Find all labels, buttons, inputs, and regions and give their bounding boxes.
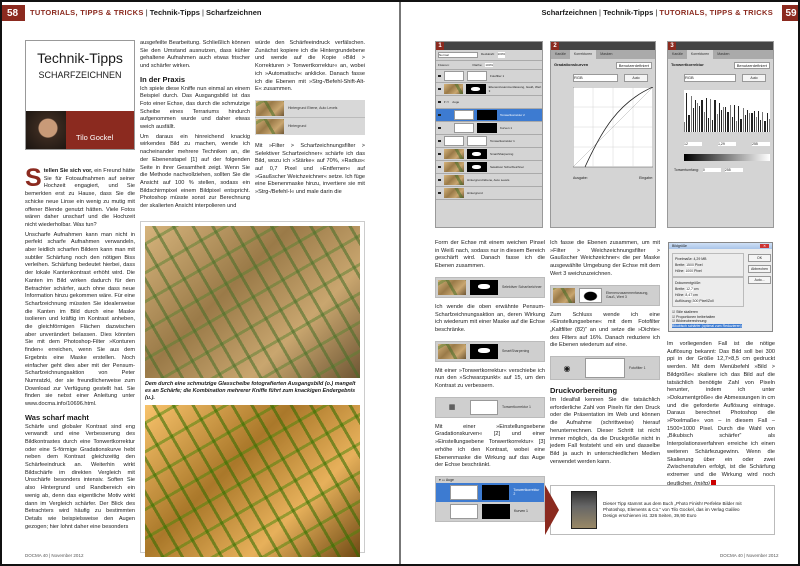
- header-section: TUTORIALS, TIPPS & TRICKS: [30, 8, 144, 17]
- paragraph: Im vorliegenden Fall ist die nötige Auflösung bekannt: Das Bild soll bei 300 ppi in der Größe 12,7×8,5 cm gedruckt werden. Mit dem Menübefehl »Bild > Bildgröße« skaliere ich das Bild auf die tatsächlich benötigte Zahl von Pixeln herunter, indem ich unter »Dokumentgröße« die Abmessungen in cm und die geforderte Auflösung eintrage. Daraus berechnet Photoshop die »Pixelmaße« von – in diesem Fall – 1500×1000 Pixel. Durch die Wahl von „Bikubisch schärfer“ als Interpolationsverfahren erreiche ich einen weiteren Schärfezugewinn. Wenn die Skalierung über ein oder zwei Zwischenstufen erfolgt, ist die Schärfung extremer und die Wirkung wird noch deutlicher.: [667, 341, 775, 487]
- document-size-label: Dokumentgröße:: [675, 281, 702, 285]
- header-subtopic: Scharfzeichnen: [541, 8, 597, 17]
- layer-thumbnail: [256, 101, 284, 116]
- layer-thumbnail: [256, 119, 284, 134]
- paragraph: Form der Echse mit einem weichen Pinsel in Weiß nach, sodass nur in diesem Bereich geschärft wird. Danach fasse ich die Ebenen zusammen.: [435, 240, 545, 270]
- layer-strip: [435, 277, 545, 298]
- lizard-photo-before: [145, 226, 360, 378]
- histogram-bar: [721, 110, 722, 132]
- paragraph: ein Freund hätte Sie für Fotoaufnahmen auf seiner Hochzeit engagiert, und Sie bemerkten erst zu Hause, dass Sie die schicke neue Linse ein wenig zu mutig mit offener Blende genutzt hätten. Viele Fotos wären daher unscharf und die Hochzeit nicht wiederholbar. Was tun?: [25, 168, 136, 228]
- preset-select[interactable]: Benutzerdefiniert: [616, 62, 652, 69]
- input-black-field[interactable]: 12: [684, 142, 702, 146]
- histogram-bar: [751, 113, 752, 132]
- histogram-bar: [734, 105, 735, 132]
- histogram-bar: [701, 100, 702, 132]
- fill-field[interactable]: 100%: [485, 63, 494, 67]
- output-gradient: [684, 154, 770, 161]
- right-column-2: [550, 240, 660, 466]
- paragraph: Um daraus ein hinreichend knackig wirkendes Bild zu machen, wende ich nacheinander mehrere Techniken an, die der Ebenenstapel [1] auf der folgenden Seite in ihrer Gesamtheit zeigt. Wenn Sie die Methode nachvollziehen, sollten Sie die Ansicht auf 100 % stellen, sodass ein Bildschirmpixel einem Bildpixel entspricht. Photoshop müsste sonst zur Berechnung der skalierten Ansicht interpolieren und: [140, 133, 250, 210]
- tab-channels[interactable]: Kanäle: [555, 52, 566, 56]
- histogram-bar: [745, 115, 746, 132]
- histogram-bar: [714, 100, 715, 132]
- layer-mask: [585, 358, 625, 378]
- layer-mask: [470, 344, 498, 359]
- arrow-marker-icon: [545, 485, 559, 535]
- layer-mask: [579, 288, 602, 303]
- layer-row[interactable]: [436, 187, 542, 200]
- auto-button[interactable]: Auto: [624, 74, 648, 82]
- layer-row[interactable]: [436, 161, 542, 174]
- visibility-eye-icon[interactable]: [438, 140, 441, 142]
- end-mark-icon: [711, 480, 716, 485]
- histogram-bar: [688, 115, 689, 132]
- layer-group: [435, 476, 545, 522]
- lizard-photo-after: [145, 405, 360, 557]
- paragraph: Im Idealfall kennen Sie die tatsächlich erforderliche Zahl von Pixeln für den Druck oder die Präsentation im Web und können die Aufnahme (schrittweise) hierauf herunterrechnen. Dieser Schritt ist nicht immer möglich, da die Druckgröße nicht in jedem Fall feststeht und ein und dasselbe Bild ja auch in unterschiedlichen Medien verwendet werden kann.: [550, 397, 660, 465]
- curves-panel: [550, 41, 656, 228]
- height-cm-field[interactable]: 8,47: [685, 293, 693, 297]
- histogram-bar: [704, 112, 705, 132]
- close-icon[interactable]: ✕: [760, 244, 769, 248]
- left-column-1: [25, 164, 136, 533]
- layer-strip: [435, 341, 545, 362]
- visibility-eye-icon[interactable]: [438, 179, 441, 181]
- tab-channels[interactable]: Kanäle: [672, 52, 683, 56]
- layer-name: SmartSharpening: [490, 152, 514, 156]
- channel-select[interactable]: RGB: [573, 74, 618, 82]
- histogram-bar: [762, 112, 763, 132]
- visibility-eye-icon[interactable]: [438, 101, 441, 103]
- subheading: In der Praxis: [140, 74, 186, 84]
- paragraph: Mit einer »Tonwertkorrektur« verschiebe ich nun den »Schwarzpunkt« auf 15, um den Kontrast zu verbessern.: [435, 367, 545, 390]
- author-name: Tilo Gockel: [66, 111, 134, 149]
- histogram-bar: [719, 103, 720, 132]
- visibility-eye-icon[interactable]: [438, 88, 441, 90]
- paragraph: Ich spiele diese Kniffe nun einmal an einem Beispiel durch. Das Ausgangsbild ist das Foto einer Echse, das durch die schmutzige Scheibe eines Terrariums hindurch aufgenommen wurde und daher etwas weich ausfällt.: [140, 85, 250, 131]
- page-number-right: 59: [782, 5, 800, 21]
- resolution-field[interactable]: 300: [692, 299, 699, 303]
- group-name: ▾ ▭ Auge: [439, 477, 455, 482]
- layer-strip: [550, 285, 660, 306]
- output-label: Ausgabe:: [573, 176, 588, 180]
- layer-strip: [435, 397, 545, 418]
- running-header-right: [542, 8, 773, 17]
- histogram-bar: [756, 117, 757, 132]
- layer-thumbnail: [438, 280, 466, 295]
- tab-adjustments[interactable]: Korrekturen: [570, 50, 596, 59]
- header-section: TUTORIALS, TIPPS & TRICKS: [659, 8, 773, 17]
- layer-mask: [482, 504, 510, 519]
- histogram-bar: [708, 118, 709, 132]
- pixel-dimensions-label: Pixelmaße: 4,29 MB: [675, 257, 707, 261]
- histogram-bar: [697, 103, 698, 132]
- histogram-bar: [725, 107, 726, 132]
- photo-caption: Dem durch eine schmutzige Glasscheibe fotografierten Ausgangsbild (o.) mangelt es an Schärfe; die Kombination mehrerer Kniffe führt zum knackigen Endergebnis (u.).: [145, 381, 356, 401]
- header-subtopic: Scharfzeichnen: [206, 8, 262, 17]
- dialog-title: Bildgröße: [672, 244, 687, 248]
- header-sep: |: [596, 8, 604, 17]
- height-px-field[interactable]: 1000: [685, 269, 694, 273]
- layer-name: SmartSharpening: [502, 349, 530, 354]
- paragraph: Mit »Filter > Scharfzeichnungsfilter > Selektiver Scharfzeichner« schärfe ich das Bild, wozu ich »Stärke« auf 70%, »Radius« auf 0,7 Pixel und »Entfernen« auf »Gaußscher Weichzeichner« setze. Ich füge eine Ebenenmaske hinzu, invertiere sie mit »Strg-/Befehl-I« und male darin die: [255, 142, 365, 196]
- histogram-bar: [736, 121, 737, 132]
- constrain-checkbox[interactable]: ☑ Proportionen beibehalten: [672, 314, 716, 319]
- layer-row[interactable]: [436, 174, 542, 187]
- histogram-bar: [723, 107, 724, 132]
- input-gamma-field[interactable]: 1,29: [718, 142, 736, 146]
- article-subtitle: SCHARFZEICHNEN: [38, 70, 122, 80]
- histogram-bar: [764, 121, 765, 132]
- histogram-bar: [686, 93, 687, 132]
- width-px-field[interactable]: 1500: [686, 263, 694, 267]
- paragraph: würde den Schärfeeindruck verfälschen. Zunächst kopiere ich die Hintergrundebene und wende auf die Kopie »Bild > Korrekturen > Tonwertkorrektur« an, wobei ich »Automatisch« anklicke. Danach fasse ich die Ebenen mit »Strg-/Befehl-Shift-Alt-E« zusammen.: [255, 40, 365, 93]
- lead-text: tellen Sie sich vor,: [43, 168, 93, 174]
- histogram-bar: [712, 120, 713, 132]
- layer-row[interactable]: [436, 83, 542, 96]
- histogram-bar: [760, 120, 761, 132]
- figure-badge: 1: [436, 42, 444, 50]
- layer-row-selected[interactable]: Tonwertkorrektur 2: [436, 483, 544, 502]
- visibility-eye-icon[interactable]: [438, 114, 441, 116]
- layer-name: Fotofilter 1: [629, 366, 646, 371]
- output-label: Tonwertumfang:: [674, 168, 699, 172]
- layer-mask: [482, 485, 510, 500]
- subheading: Druckvorbereitung: [550, 386, 618, 396]
- lock-label: Fixieren:: [438, 63, 450, 67]
- left-column-2: [140, 40, 250, 213]
- tab-masks[interactable]: Masken: [717, 52, 730, 56]
- histogram-bar: [754, 111, 755, 132]
- preset-select[interactable]: Benutzerdefiniert: [734, 62, 770, 69]
- visibility-eye-icon[interactable]: [438, 153, 441, 155]
- histogram-bar: [740, 119, 741, 132]
- layer-name: Tonwertkorrektur 1: [490, 139, 515, 143]
- paragraph: Schärfe und globaler Kontrast sind eng verwandt und eine Verbesserung des Bildkontrastes durch eine Tonwertkorrektur oder eine S-förmige Gradationskurve hebt neben dem Kontrast gleichzeitig den Schärfeeindruck an. Weiterhin wirkt Bildschärfe im direkten Vergleich mit Unschärfe besonders intensiv. Soften Sie also Hintergrund und Randbereich ein wenig ab, denn das eigentliche Motiv wirkt dann im Vergleich schärfer. Der Blick des Betrachters wird häufig zu bestimmten Details wie beispielsweise den Augen gezogen; hier lohnt daher eine besonders: [25, 423, 135, 530]
- header-topic: Technik-Tipps: [149, 8, 200, 17]
- book-info-box: [550, 485, 775, 535]
- opacity-field[interactable]: 100%: [497, 52, 506, 56]
- layer-thumbnail: [450, 504, 478, 519]
- layer-mask: [470, 280, 498, 295]
- header-sep: |: [199, 8, 207, 17]
- layer-mask: [470, 400, 498, 415]
- width-cm-field[interactable]: 12,7: [686, 287, 693, 291]
- layer-name: Hintergrund Ebene, Auto Levels: [467, 178, 510, 182]
- layers-panel: [435, 41, 543, 228]
- paragraph: Unscharfe Aufnahmen kann man nicht in perfekt scharfe Aufnahmen verwandeln, aber leidlich scharfen Bildern kann man mit subtiler Schärfung noch den nötigen Biss verleihen. Schärfung bedeutet hierbei, dass der lokale Kantenkontrast erhöht wird. Die Kanten im Bild wirken dadurch für den Betrachter schärfer, auch ohne dass neue Information hinzu gekommen wäre. Für eine Scharfzeichnung müssten Sie idealerweise die Kanten im Bild durch eine Maske isolieren und kräftig im Kontrast anheben, die gleichförmigen Flächen dazwischen aber unverändert belassen. Dies könnten Sie mit dem Photoshop-Filter »Konturen finden« erreichen, wenn Sie aus dem Ergebnis eine Maske erstellen. Noch einfacher geht dies aber mit der Pensum-Scharfzeichnungsaktion von Peter Numratzki, der sie freundlicherweise zum Download zur Verfügung gestellt hat. Sie finden sie nebst einer Anleitung unter www.docma.info/10696.html.: [25, 231, 135, 408]
- histogram: [684, 90, 770, 132]
- book-cover: [571, 491, 597, 529]
- header-topic: Technik-Tipps: [603, 8, 654, 17]
- layer-thumbnail: [450, 485, 478, 500]
- layer-thumbnail: [553, 288, 575, 303]
- histogram-bar: [749, 113, 750, 132]
- header-sep: |: [143, 8, 150, 17]
- layer-row[interactable]: [436, 70, 542, 83]
- title-box: [25, 40, 135, 150]
- layer-name: Ebenenzusammenfassung, Gauß, Wert 3: [605, 291, 649, 300]
- book-info-text: Dieser Tipp stammt aus dem Buch „Photo Finish! Perfekte Bilder mit Photoshop, Elements & Co.“ von Tilo Gockel, das im Verlag Galileo Design erschienen ist. 326 Seiten, 39,90 Euro: [603, 501, 742, 518]
- panel-title: Tonwertkorrektur: [671, 62, 704, 67]
- histogram-bar: [747, 110, 748, 132]
- blend-mode-select[interactable]: Normal: [438, 52, 478, 58]
- layer-name: Fotofilter 1: [490, 74, 505, 78]
- input-label: Eingabe:: [639, 176, 653, 180]
- paragraph: Ich wende die oben erwähnte Pensum-Scharfzeichnungsaktion an, deren Wirkung ich wiederum mit einer Maske auf die Echse beschränke.: [435, 303, 545, 333]
- histogram-bar: [699, 106, 700, 132]
- histogram-bar: [767, 113, 768, 132]
- input-white-field[interactable]: 255: [752, 142, 770, 146]
- curves-graph[interactable]: [573, 87, 653, 169]
- author-sign: (mj/tg): [694, 480, 710, 487]
- histogram-bar: [693, 108, 694, 132]
- paragraph: ausgefeilte Bearbeitung. Schließlich können Sie den Umstand ausnutzen, dass kühler gehaltene Aufnahmen auch etwas frischer und schärfer wirken.: [140, 40, 250, 70]
- photo-frame: [140, 221, 365, 553]
- panel-title: Gradationskurven: [554, 62, 589, 67]
- figure-badge: 2: [551, 42, 559, 50]
- right-column-3: [667, 341, 775, 490]
- histogram-bar: [684, 122, 685, 132]
- photo-filter-icon: ◉: [563, 363, 571, 373]
- layer-strip: [255, 100, 365, 135]
- resample-method-select[interactable]: Bikubisch schärfer (optimal zum Reduzieren): [672, 323, 742, 328]
- paragraph: Zum Schluss wende ich eine »Einstellungsebene« mit dem Fotofilter „Kaltfilter (82)“ an und setze die »Dichte« des Filters auf 16%. Danach reduziere ich die Ebenen wiederum auf eine.: [550, 311, 660, 349]
- histogram-bar: [691, 96, 692, 132]
- drop-cap: S: [25, 164, 42, 192]
- layer-row[interactable]: [436, 109, 542, 122]
- page-gutter: [399, 0, 401, 566]
- right-column-1: [435, 240, 545, 522]
- histogram-bar: [738, 106, 739, 132]
- layer-thumbnail: [438, 344, 466, 359]
- header-sep: |: [653, 8, 660, 17]
- histogram-bar: [717, 114, 718, 132]
- layer-name: Selektiver Scharfzeichner: [490, 165, 525, 169]
- author-photo: [26, 111, 66, 149]
- paragraph: Mit einer »Einstellungsebene Gradationskurven« [2] und einer »Einstellungsebene Tonwertkorrektur« [3] erhöhe ich den Kontrast, wobei eine Ebenenmaske die Wirkung auf das Auge der Echse beschränkt.: [435, 423, 545, 469]
- footer-left: DOCMA 40 | November 2012: [25, 553, 84, 558]
- ok-button[interactable]: OK: [748, 254, 771, 262]
- histogram-bar: [769, 119, 770, 132]
- histogram-bar: [727, 112, 728, 132]
- layer-name: Kurven 1: [500, 126, 513, 130]
- histogram-bar: [732, 117, 733, 132]
- levels-panel: [667, 41, 774, 228]
- histogram-bar: [743, 108, 744, 132]
- opacity-label: Deckkraft:: [481, 52, 495, 56]
- figure-badge: 3: [668, 42, 676, 50]
- paragraph: Ich fasse die Ebenen zusammen, um mit »Filter > Weichzeichnungsfilter > Gaußscher Weichzeichner« die per Maske ausgewählte Umgebung der Echse mit dem Wert 3 weichzuzeichnen.: [550, 240, 660, 277]
- output-white-field[interactable]: 255: [725, 168, 743, 172]
- layer-name: Hintergrund Ebene, Auto Levels: [288, 106, 338, 111]
- page-number-left: 58: [0, 5, 25, 21]
- histogram-bar: [706, 98, 707, 132]
- histogram-bar: [730, 105, 731, 132]
- layer-name: Hintergrund: [288, 124, 307, 129]
- fill-label: Fläche:: [472, 63, 483, 67]
- layer-row[interactable]: [436, 148, 542, 161]
- scale-styles-checkbox[interactable]: ☑ Stile skalieren: [672, 310, 698, 314]
- tab-adjustments[interactable]: Korrekturen: [687, 50, 713, 59]
- layer-name: Hintergrund: [467, 191, 483, 195]
- layer-name: Auge: [452, 100, 460, 104]
- image-size-dialog: Bildgröße ✕ Pixelmaße: 4,29 MB Breite: 1500 Pixel Höhe: 1000 Pixel Dokumentgröße: Breite: 12,7 cm Höhe: 8,47 cm Auflösung: 300 Pixel/Zoll ☑ Stile skalieren ☑ Proportionen beibehalten ☑ Bildneuberechnung: Bikubisch schärfer (optimal zum Reduzieren) OK Abbrechen Auto...: [668, 242, 773, 332]
- cancel-button[interactable]: Abbrechen: [748, 265, 771, 273]
- article-title: Technik-Tipps: [37, 50, 123, 66]
- layer-name: Ebenenzusammenfassung, Gauß, Wert 3: [488, 85, 542, 93]
- visibility-eye-icon[interactable]: [438, 127, 441, 129]
- layer-row[interactable]: [436, 122, 542, 135]
- left-column-3: [255, 40, 365, 197]
- levels-icon: ▦: [448, 404, 456, 412]
- histogram-bar: [695, 100, 696, 132]
- histogram-bar: [758, 111, 759, 132]
- layer-name: Tonwertkorrektur 1: [502, 405, 531, 410]
- visibility-eye-icon[interactable]: [438, 166, 441, 168]
- layer-row[interactable]: [436, 135, 542, 148]
- running-header-left: [30, 8, 261, 17]
- auto-button[interactable]: Auto: [742, 74, 766, 82]
- layer-strip: [550, 356, 660, 380]
- footer-right: DOCMA 40 | November 2012: [720, 553, 779, 558]
- layer-row[interactable]: Kurven 1: [436, 502, 544, 521]
- channel-select[interactable]: RGB: [684, 74, 736, 82]
- auto-button[interactable]: Auto...: [748, 276, 771, 284]
- visibility-eye-icon[interactable]: [438, 192, 441, 194]
- tab-masks[interactable]: Masken: [600, 52, 613, 56]
- visibility-eye-icon[interactable]: [438, 75, 441, 77]
- layer-name: Selektiver Scharfzeichner: [502, 285, 542, 290]
- output-black-field[interactable]: 0: [703, 168, 721, 172]
- resample-checkbox[interactable]: ☑ Bildneuberechnung:: [672, 319, 708, 323]
- layer-row[interactable]: ▾ ▭ Auge: [436, 96, 542, 109]
- subheading: Was scharf macht: [25, 412, 89, 422]
- layer-name: Tonwertkorrektur 2: [500, 113, 525, 117]
- histogram-bar: [710, 99, 711, 132]
